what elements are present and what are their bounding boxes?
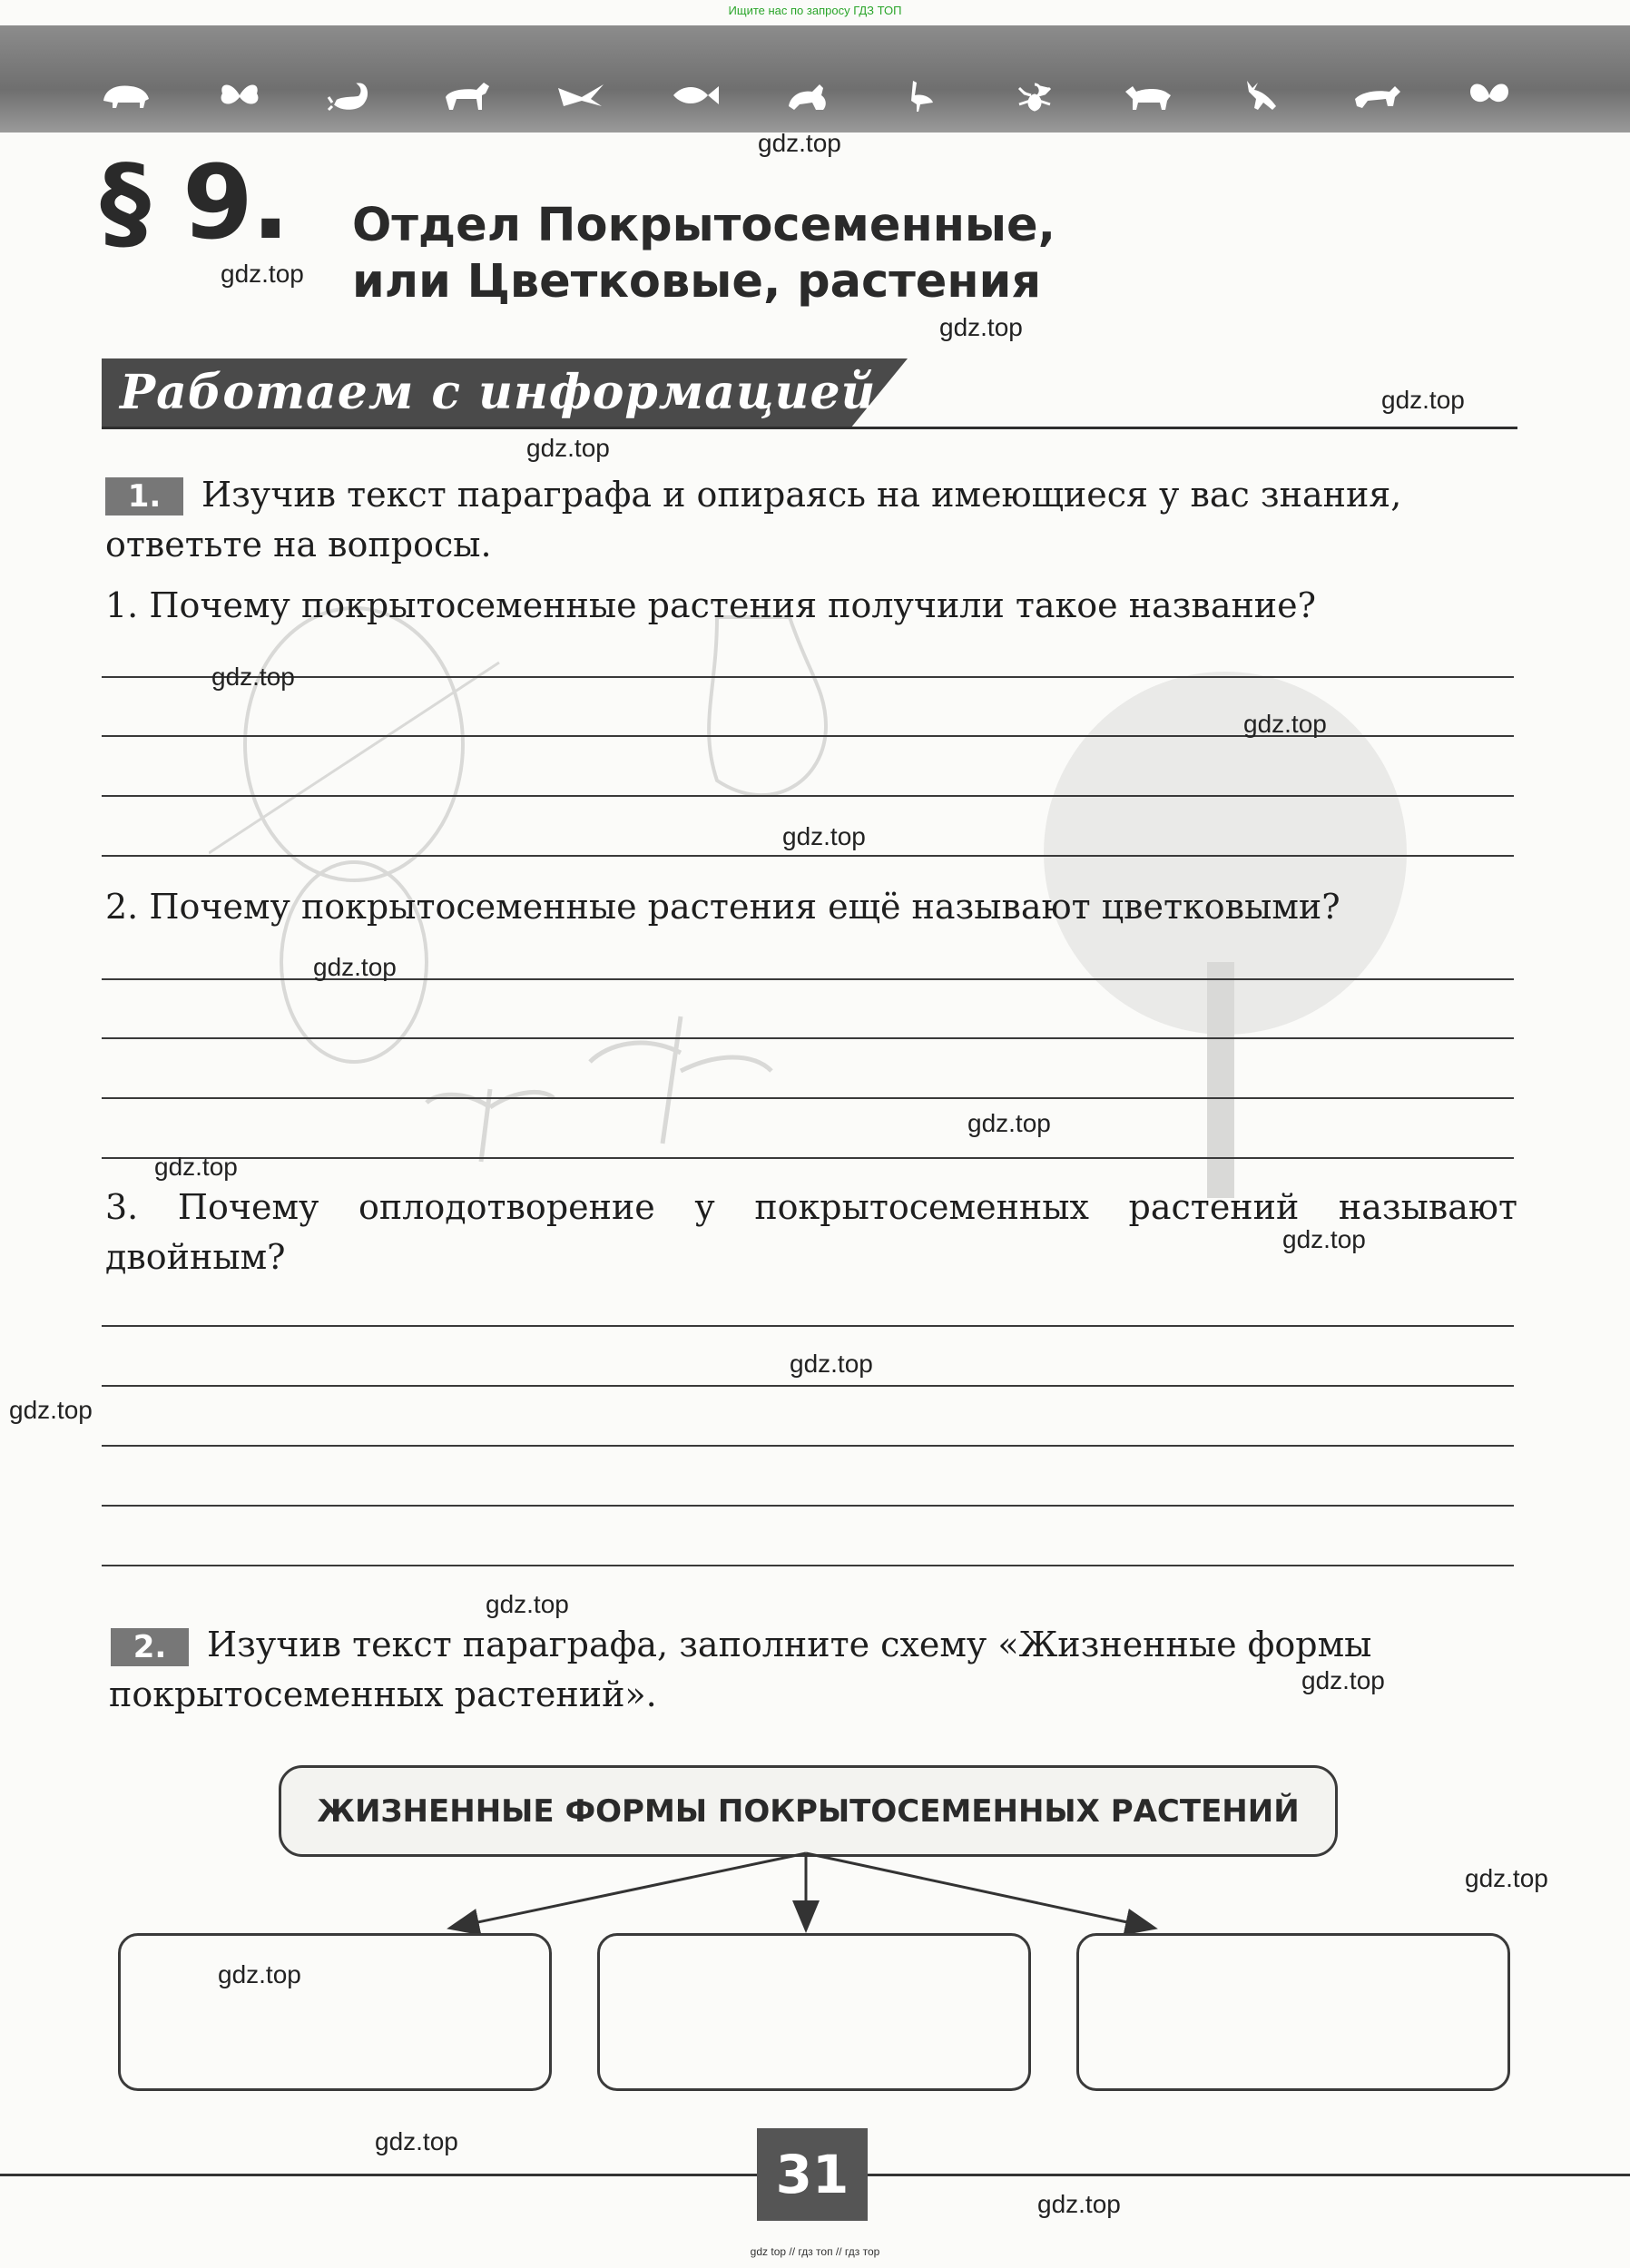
section-number: § 9. — [100, 144, 289, 262]
answer-line[interactable] — [102, 1385, 1514, 1387]
watermark: gdz.top — [939, 313, 1023, 341]
watermark: gdz.top — [782, 822, 866, 850]
heron-icon — [895, 79, 948, 112]
watermark: gdz.top — [1282, 1225, 1366, 1253]
watermark: gdz.top — [1301, 1666, 1385, 1694]
watermark: gdz.top — [486, 1590, 569, 1618]
bison-icon — [100, 79, 152, 112]
cat-icon — [781, 79, 834, 112]
answer-line[interactable] — [102, 1037, 1514, 1039]
watermark: gdz.top — [211, 663, 295, 691]
watermark: gdz.top — [1465, 1864, 1548, 1892]
page-title — [352, 198, 1056, 310]
question-1: 1. Почему покрытосеменные растения получили такое название? — [105, 585, 1316, 625]
bird-icon — [555, 79, 607, 112]
schema-arrows — [0, 1850, 1630, 1940]
answer-line[interactable] — [102, 1445, 1514, 1447]
question-3-line-1: 3. Почему оплодотворение у покрытосеменных растений называют — [105, 1187, 1517, 1227]
top-link[interactable]: Ищите нас по запросу ГДЗ ТОП — [728, 4, 902, 17]
answer-line[interactable] — [102, 855, 1514, 857]
horse-icon — [440, 79, 493, 112]
title-line-2: или Цветковые, растения — [352, 255, 1042, 309]
watermark: gdz.top — [790, 1350, 873, 1378]
deer-icon — [1236, 79, 1289, 112]
task-1-text-line-2: ответьте на вопросы. — [105, 525, 492, 565]
insect-icon — [1008, 79, 1061, 112]
watermark: gdz.top — [9, 1396, 93, 1424]
answer-line[interactable] — [102, 1505, 1514, 1507]
watermark: gdz.top — [1381, 386, 1465, 414]
schema-title: ЖИЗНЕННЫЕ ФОРМЫ ПОКРЫТОСЕМЕННЫХ РАСТЕНИЙ — [279, 1765, 1338, 1857]
watermark: gdz.top — [313, 953, 397, 981]
watermark: gdz.top — [1243, 710, 1327, 738]
question-2: 2. Почему покрытосеменные растения ещё называют цветковыми? — [105, 887, 1340, 927]
butterfly-icon — [213, 79, 266, 112]
task-1-badge: 1. — [105, 477, 183, 515]
watermark: gdz.top — [221, 260, 304, 288]
divider — [102, 427, 1517, 429]
watermark: gdz.top — [154, 1153, 238, 1181]
answer-line[interactable] — [102, 1157, 1514, 1159]
page-number: 31 — [757, 2128, 868, 2221]
question-3-line-2: двойным? — [105, 1237, 286, 1277]
ox-icon — [1122, 79, 1174, 112]
scorpion-icon — [327, 79, 379, 112]
task-1-text-line-1: Изучив текст параграфа и опираясь на имеющиеся у вас знания, — [201, 475, 1402, 515]
dog-icon — [1350, 79, 1402, 112]
watermark: gdz.top — [526, 434, 610, 462]
schema-box-3[interactable] — [1076, 1933, 1510, 2091]
fish-icon — [668, 79, 721, 112]
schema-box-2[interactable] — [597, 1933, 1031, 2091]
watermark: gdz.top — [375, 2127, 458, 2155]
moth-icon — [1463, 79, 1516, 112]
watermark: gdz.top — [967, 1109, 1051, 1137]
task-2-badge: 2. — [111, 1628, 189, 1666]
section-banner-text: Работаем с информацией — [120, 365, 877, 420]
watermark: gdz.top — [758, 129, 841, 157]
answer-line[interactable] — [102, 1565, 1514, 1566]
schema-box-1[interactable] — [118, 1933, 552, 2091]
watermark: gdz.top — [1037, 2190, 1121, 2218]
task-2-text-line-1: Изучив текст параграфа, заполните схему «Жизненные формы — [207, 1625, 1372, 1664]
bottom-link[interactable]: gdz top // гдз топ // гдз тор — [750, 2245, 880, 2258]
answer-line[interactable] — [102, 795, 1514, 797]
answer-line[interactable] — [102, 676, 1514, 678]
answer-line[interactable] — [102, 1325, 1514, 1327]
title-line-1: Отдел Покрытосеменные, — [352, 199, 1056, 252]
answer-line[interactable] — [102, 1097, 1514, 1099]
watermark: gdz.top — [218, 1960, 301, 1988]
task-2-text-line-2: покрытосеменных растений». — [109, 1674, 657, 1714]
animal-row — [100, 73, 1516, 118]
